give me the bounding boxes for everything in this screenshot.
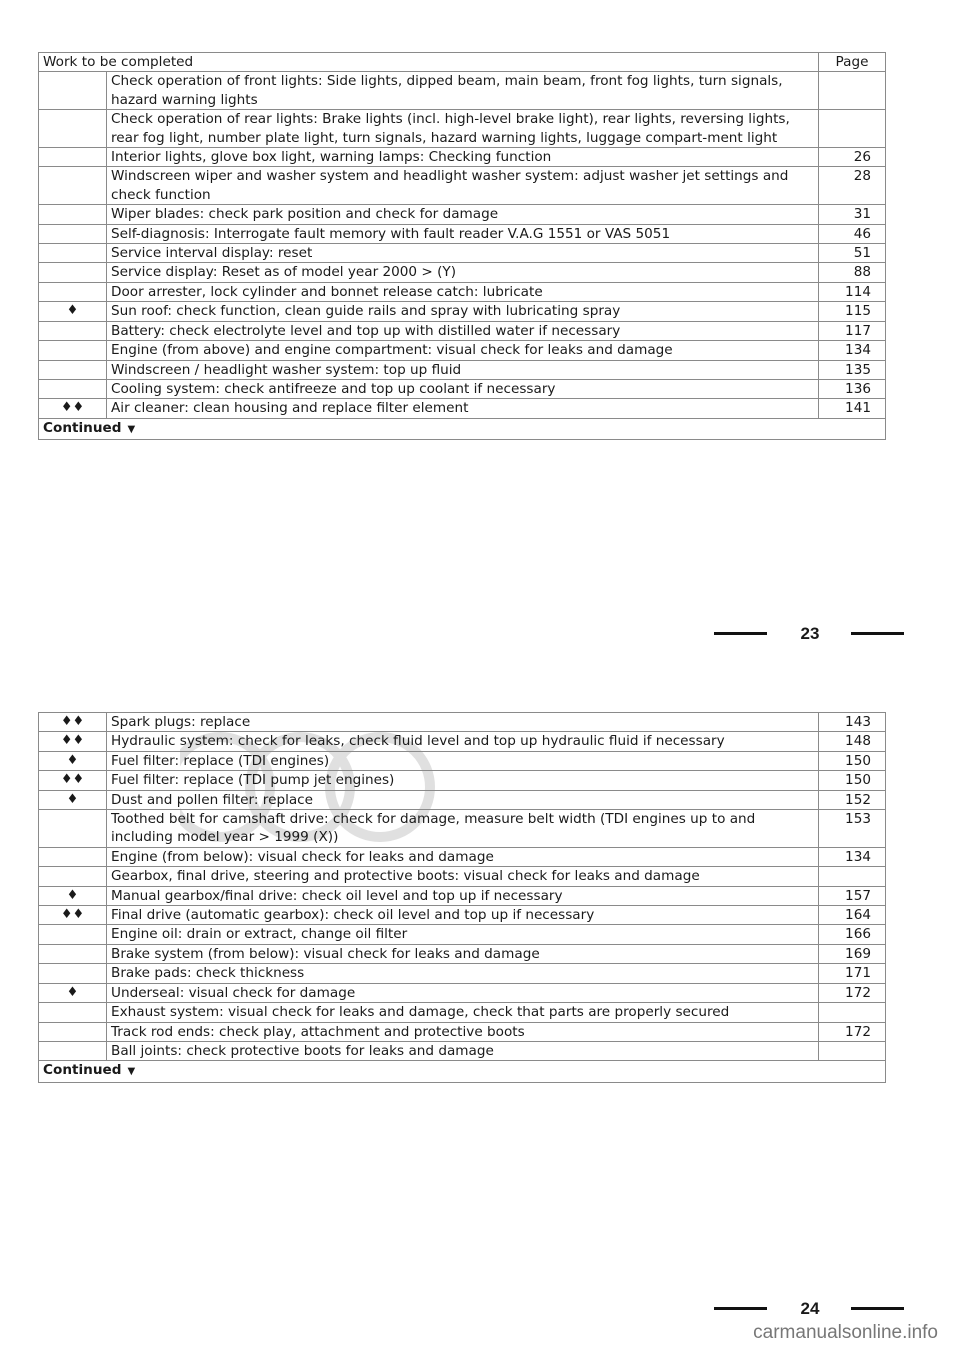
- table-row: [39, 886, 886, 905]
- interval-marker: [39, 1022, 107, 1041]
- work-item: Self-diagnosis: Interrogate fault memory with fault reader V.A.G 1551 or VAS 5051: [107, 224, 819, 243]
- work-item: Toothed belt for camshaft drive: check for damage, measure belt width (TDI engines up to and including model year > 1999 (X)): [107, 810, 819, 848]
- page-ref: 114: [819, 282, 886, 301]
- work-item: Cooling system: check antifreeze and top up coolant if necessary: [107, 379, 819, 398]
- page-ref: [819, 72, 886, 110]
- table-row: [39, 224, 886, 243]
- interval-marker: [39, 205, 107, 224]
- table-row: [39, 341, 886, 360]
- work-item: Windscreen wiper and washer system and headlight washer system: adjust washer jet settings and check function: [107, 167, 819, 205]
- table-row: [39, 1003, 886, 1022]
- work-item: Air cleaner: clean housing and replace filter element: [107, 399, 819, 418]
- table-row: [39, 810, 886, 848]
- page-ref: 172: [819, 983, 886, 1002]
- page-ref: 115: [819, 302, 886, 321]
- work-item: Spark plugs: replace: [107, 713, 819, 732]
- page-number-rule-left: [714, 632, 767, 635]
- page-ref: 31: [819, 205, 886, 224]
- page-ref: 135: [819, 360, 886, 379]
- table-row: [39, 771, 886, 790]
- page-ref: 46: [819, 224, 886, 243]
- interval-marker: ♦♦: [39, 906, 107, 925]
- table-row: [39, 732, 886, 751]
- work-item: Brake pads: check thickness: [107, 964, 819, 983]
- table-row: [39, 379, 886, 398]
- table-row: [39, 944, 886, 963]
- table-header-row: [39, 53, 886, 72]
- page-ref: [819, 1003, 886, 1022]
- page-ref: 51: [819, 244, 886, 263]
- page-ref: 88: [819, 263, 886, 282]
- work-item: Check operation of front lights: Side lights, dipped beam, main beam, front fog lights, turn signals, hazard warning lights: [107, 72, 819, 110]
- table-row: [39, 925, 886, 944]
- table-row: [39, 205, 886, 224]
- page-ref: 164: [819, 906, 886, 925]
- table-row: [39, 399, 886, 418]
- table-row: [39, 906, 886, 925]
- table-row: [39, 167, 886, 205]
- interval-marker: [39, 263, 107, 282]
- table-row: [39, 148, 886, 167]
- table-row: [39, 1022, 886, 1041]
- table-row: [39, 867, 886, 886]
- work-item: Battery: check electrolyte level and top up with distilled water if necessary: [107, 321, 819, 340]
- work-item: Fuel filter: replace (TDI pump jet engines): [107, 771, 819, 790]
- work-item: Fuel filter: replace (TDI engines): [107, 751, 819, 770]
- page-number-23: 23: [800, 624, 820, 643]
- table-row: [39, 360, 886, 379]
- interval-marker: ♦♦: [39, 399, 107, 418]
- work-item: Interior lights, glove box light, warning lamps: Checking function: [107, 148, 819, 167]
- work-item: Check operation of rear lights: Brake lights (incl. high-level brake light), rear lights, reversing lights, rear fog light, number plate light, turn signals, hazard warning lights, luggage compart-ment light: [107, 110, 819, 148]
- interval-marker: [39, 167, 107, 205]
- interval-marker: [39, 341, 107, 360]
- page-ref: 171: [819, 964, 886, 983]
- continued-row: [39, 1061, 886, 1082]
- page-ref: 169: [819, 944, 886, 963]
- page-ref: 28: [819, 167, 886, 205]
- table-row: [39, 282, 886, 301]
- interval-marker: [39, 282, 107, 301]
- page-ref: 150: [819, 771, 886, 790]
- work-item: Engine (from above) and engine compartment: visual check for leaks and damage: [107, 341, 819, 360]
- page-ref: 134: [819, 847, 886, 866]
- page-ref: 26: [819, 148, 886, 167]
- work-item: Door arrester, lock cylinder and bonnet release catch: lubricate: [107, 282, 819, 301]
- table-row: [39, 790, 886, 809]
- table-row: [39, 321, 886, 340]
- work-item: Service interval display: reset: [107, 244, 819, 263]
- work-item: Service display: Reset as of model year 2000 > (Y): [107, 263, 819, 282]
- page-ref: 148: [819, 732, 886, 751]
- work-item: Brake system (from below): visual check for leaks and damage: [107, 944, 819, 963]
- interval-marker: [39, 1003, 107, 1022]
- continued-label: Continued: [43, 419, 122, 436]
- maintenance-table-page-24: [38, 712, 886, 1083]
- interval-marker: [39, 321, 107, 340]
- work-item: Gearbox, final drive, steering and protective boots: visual check for leaks and damage: [107, 867, 819, 886]
- table-row: [39, 713, 886, 732]
- interval-marker: ♦: [39, 790, 107, 809]
- work-item: Wiper blades: check park position and check for damage: [107, 205, 819, 224]
- page-ref: 153: [819, 810, 886, 848]
- page-number-rule-right: [851, 632, 904, 635]
- work-item: Ball joints: check protective boots for leaks and damage: [107, 1041, 819, 1060]
- footer-site-name: carmanualsonline.info: [753, 1322, 938, 1343]
- table-row: [39, 847, 886, 866]
- interval-marker: [39, 379, 107, 398]
- page-ref: 134: [819, 341, 886, 360]
- interval-marker: [39, 1041, 107, 1060]
- interval-marker: [39, 72, 107, 110]
- work-item: Hydraulic system: check for leaks, check fluid level and top up hydraulic fluid if necessary: [107, 732, 819, 751]
- interval-marker: ♦♦: [39, 732, 107, 751]
- page-ref: 143: [819, 713, 886, 732]
- page-ref: 141: [819, 399, 886, 418]
- interval-marker: [39, 110, 107, 148]
- interval-marker: [39, 810, 107, 848]
- page-number-24: 24: [800, 1299, 820, 1318]
- interval-marker: ♦: [39, 983, 107, 1002]
- interval-marker: [39, 964, 107, 983]
- interval-marker: [39, 847, 107, 866]
- interval-marker: [39, 148, 107, 167]
- work-item: Dust and pollen filter: replace: [107, 790, 819, 809]
- arrow-down-icon: ▼: [127, 423, 136, 435]
- maintenance-table-page-23: [38, 52, 886, 440]
- page-ref: 172: [819, 1022, 886, 1041]
- header-work: Work to be completed: [39, 53, 819, 72]
- interval-marker: ♦: [39, 751, 107, 770]
- interval-marker: [39, 925, 107, 944]
- work-item: Track rod ends: check play, attachment and protective boots: [107, 1022, 819, 1041]
- interval-marker: [39, 224, 107, 243]
- page-ref: 166: [819, 925, 886, 944]
- interval-marker: [39, 244, 107, 263]
- table-row: [39, 263, 886, 282]
- table-row: [39, 244, 886, 263]
- table-row: [39, 302, 886, 321]
- table-row: [39, 110, 886, 148]
- arrow-down-icon: ▼: [127, 1066, 136, 1078]
- page-ref: [819, 110, 886, 148]
- page-ref: [819, 1041, 886, 1060]
- page-ref: 150: [819, 751, 886, 770]
- work-item: Engine oil: drain or extract, change oil filter: [107, 925, 819, 944]
- table-row: [39, 751, 886, 770]
- table-row: [39, 72, 886, 110]
- work-item: Windscreen / headlight washer system: top up fluid: [107, 360, 819, 379]
- work-item: Engine (from below): visual check for leaks and damage: [107, 847, 819, 866]
- table-row: [39, 1041, 886, 1060]
- work-item: Final drive (automatic gearbox): check oil level and top up if necessary: [107, 906, 819, 925]
- work-item: Manual gearbox/final drive: check oil level and top up if necessary: [107, 886, 819, 905]
- interval-marker: ♦♦: [39, 713, 107, 732]
- continued-label: Continued: [43, 1062, 122, 1079]
- interval-marker: [39, 944, 107, 963]
- table-row: [39, 964, 886, 983]
- page-ref: [819, 867, 886, 886]
- page-ref: 117: [819, 321, 886, 340]
- interval-marker: ♦♦: [39, 771, 107, 790]
- table-row: [39, 983, 886, 1002]
- page-number-rule-left: [714, 1307, 767, 1310]
- interval-marker: ♦: [39, 886, 107, 905]
- page-ref: 157: [819, 886, 886, 905]
- interval-marker: [39, 360, 107, 379]
- interval-marker: [39, 867, 107, 886]
- work-item: Exhaust system: visual check for leaks and damage, check that parts are properly secured: [107, 1003, 819, 1022]
- page-number-rule-right: [851, 1307, 904, 1310]
- page-ref: 136: [819, 379, 886, 398]
- interval-marker: ♦: [39, 302, 107, 321]
- work-item: Underseal: visual check for damage: [107, 983, 819, 1002]
- header-page: Page: [819, 53, 886, 72]
- page-ref: 152: [819, 790, 886, 809]
- work-item: Sun roof: check function, clean guide rails and spray with lubricating spray: [107, 302, 819, 321]
- continued-row: [39, 418, 886, 439]
